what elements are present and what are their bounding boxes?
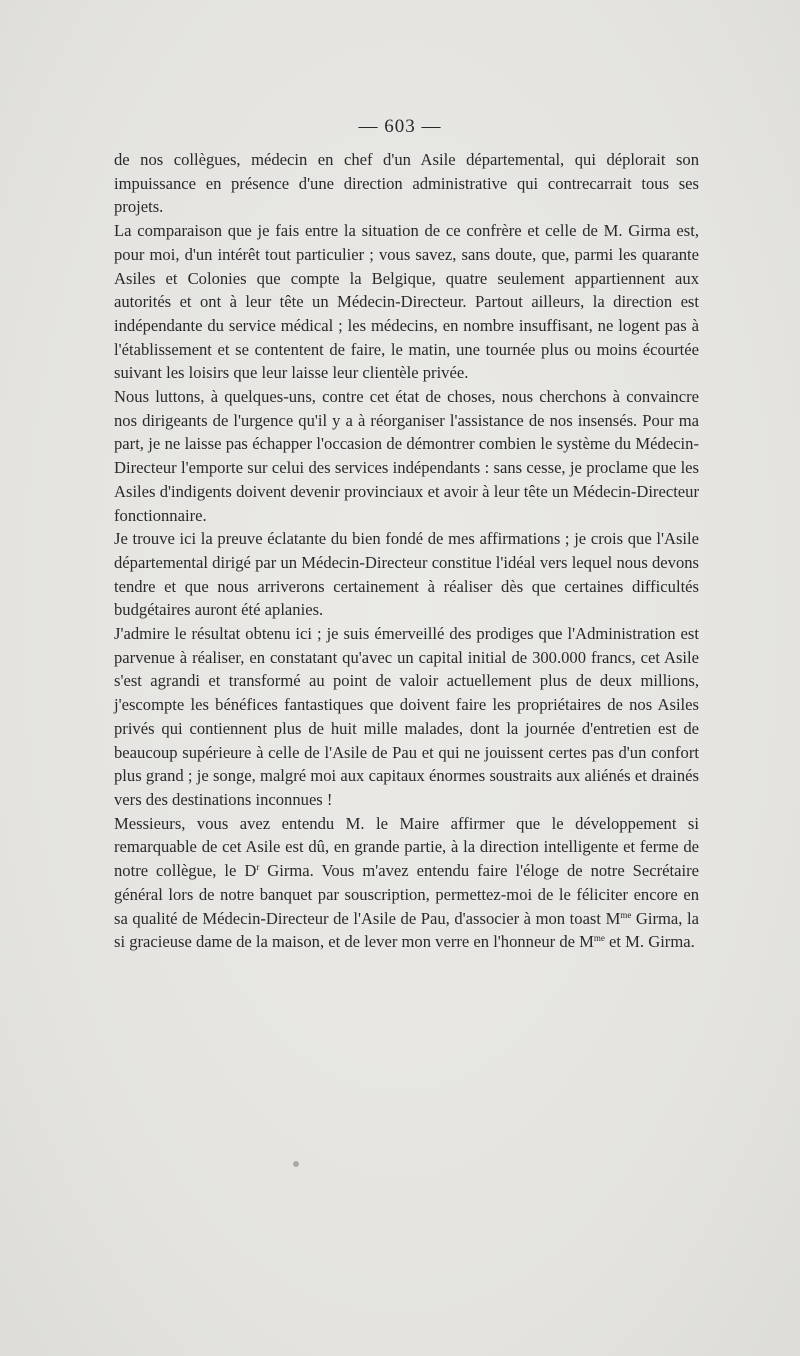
- superscript-me-1: me: [620, 909, 632, 920]
- paragraph-6-part-2: Girma. Vous m'avez entendu faire l'éloge de notre Secrétaire général lors de notre banquet par souscription, permettez-moi de le féliciter encore en sa qualité de Médecin-Directeur de l'Asile de Pau, d'associer à mon toast M: [114, 861, 699, 928]
- paragraph-6: [114, 812, 699, 954]
- paragraph-6-part-3: Girma, la si gracieuse dame de la maison, et de lever mon verre en l'honneur de M: [114, 908, 699, 952]
- paragraph-6-part-1: Messieurs, vous avez entendu M. le Maire affirmer que le développement si remarquable de cet Asile est dû, en grande partie, à la direction intelligente et ferme de notre collègue, le D: [114, 813, 699, 881]
- paragraph-3: Nous luttons, à quelques-uns, contre cet état de choses, nous cherchons à convaincre nos dirigeants de l'urgence qu'il y a à réorganiser l'assistance de nos insensés. Pour ma part, je ne laisse pas échapper l'occasion de démontrer combien le système du Médecin-Directeur l'emporte sur celui des services indépendants : sans cesse, je proclame que les Asiles d'indigents doivent devenir provinciaux et avoir à leur tête un Médecin-Directeur fonctionnaire.: [114, 387, 699, 525]
- paragraph-5: J'admire le résultat obtenu ici ; je suis émerveillé des prodiges que l'Administration est parvenue à réaliser, en constatant qu'avec un capital initial de 300.000 francs, cet Asile s'est agrandi et transformé au point de valoir actuellement plus de deux millions, j'escompte les bénéfices fantastiques que doivent faire les propriétaires de nos Asiles privés qui contiennent plus de huit mille malades, dont la journée d'entretien est de beaucoup supérieure à celle de l'Asile de Pau et qui ne jouissent certes pas d'un confort plus grand ; je songe, malgré moi aux capitaux énormes soustraits aux aliénés et drainés vers des destinations inconnues !: [114, 624, 699, 809]
- ink-speck: [293, 1161, 299, 1167]
- page-number: — 603 —: [358, 116, 442, 137]
- paragraph-6-part-4: et M. Girma.: [604, 932, 695, 952]
- paragraph-1: de nos collègues, médecin en chef d'un Asile départemental, qui déplorait son impuissance en présence d'une direction administrative qui contrecarrait tous ses projets.: [114, 150, 699, 217]
- body-text: [114, 148, 699, 954]
- paragraph-4: Je trouve ici la preuve éclatante du bien fondé de mes affirmations ; je crois que l'Asile départemental dirigé par un Médecin-Directeur constitue l'idéal vers lequel nous devons tendre et que nous arriverons certainement à réaliser dès que certaines difficultés budgétaires auront été aplanies.: [114, 529, 699, 620]
- superscript-r: r: [256, 862, 260, 873]
- paragraph-2: La comparaison que je fais entre la situation de ce confrère et celle de M. Girma est, pour moi, d'un intérêt tout particulier ; vous savez, sans doute, que, parmi les quarante Asiles et Colonies que compte la Belgique, quatre seulement appartiennent aux autorités et ont à leur tête un Médecin-Directeur. Partout ailleurs, la direction est indépendante du service médical ; les médecins, en nombre insuffisant, ne logent pas à l'établissement et se contentent de faire, le matin, une tournée plus ou moins écourtée suivant les loisirs que leur laisse leur clientèle privée.: [114, 221, 699, 383]
- superscript-me-2: me: [593, 933, 605, 944]
